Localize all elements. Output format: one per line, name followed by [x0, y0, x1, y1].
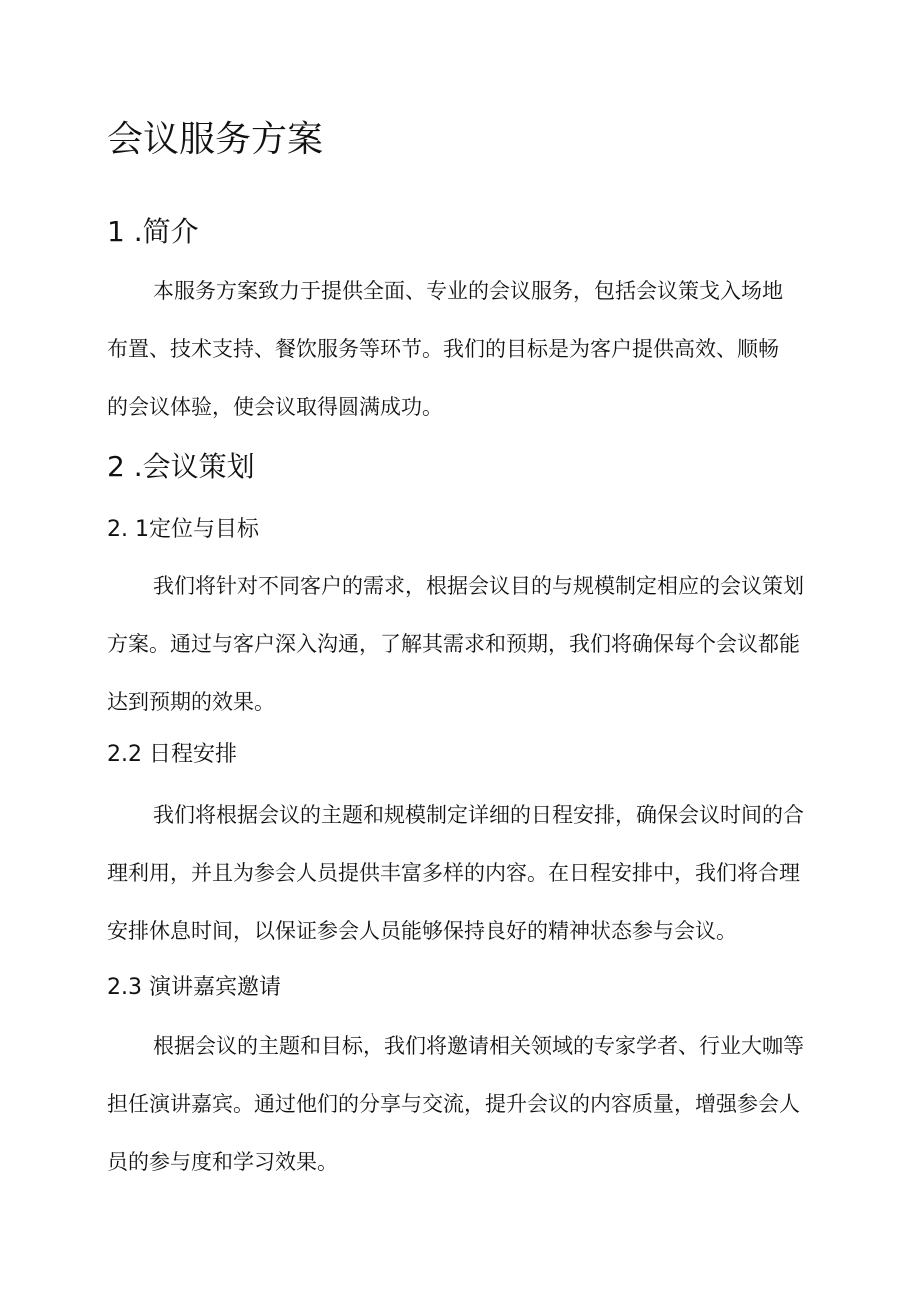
paragraph-line: 达到预期的效果。: [107, 690, 275, 714]
subsection-heading-speakers: 2.3 演讲嘉宾邀请: [107, 975, 281, 1000]
section-heading-intro: 1 .简介: [107, 215, 199, 248]
paragraph-line: 担任演讲嘉宾。通过他们的分享与交流，提升会议的内容质量，增强参会人: [107, 1092, 800, 1116]
section-heading-planning: 2 .会议策划: [107, 450, 255, 483]
paragraph-line: 安排休息时间，以保证参会人员能够保持良好的精神状态参与会议。: [107, 919, 737, 943]
paragraph-line: 根据会议的主题和目标，我们将邀请相关领域的专家学者、行业大咖等: [153, 1034, 804, 1058]
paragraph-line: 本服务方案致力于提供全面、专业的会议服务，包括会议策戈入场地: [153, 279, 783, 303]
paragraph-line: 我们将针对不同客户的需求，根据会议目的与规模制定相应的会议策划: [153, 574, 804, 598]
subsection-heading-schedule: 2.2 日程安排: [107, 742, 237, 767]
subsection-paragraph-schedule: [107, 786, 819, 960]
paragraph-line: 员的参与度和学习效果。: [107, 1150, 338, 1174]
subsection-paragraph-speakers: [107, 1017, 819, 1191]
paragraph-line: 布置、技术支持、餐饮服务等环节。我们的目标是为客户提供高效、顺畅: [107, 337, 779, 361]
paragraph-line: 我们将根据会议的主题和规模制定详细的日程安排，确保会议时间的合: [153, 803, 804, 827]
document-title: 会议服务方案: [107, 119, 324, 160]
subsection-paragraph-positioning: [107, 557, 819, 731]
paragraph-line: 的会议体验，使会议取得圆满成功。: [107, 395, 443, 419]
paragraph-line: 方案。通过与客户深入沟通，了解其需求和预期，我们将确保每个会议都能: [107, 632, 800, 656]
subsection-heading-positioning: 2. 1定位与目标: [107, 517, 259, 542]
section-paragraph-intro: [107, 262, 819, 436]
paragraph-line: 理利用，并且为参会人员提供丰富多样的内容。在日程安排中，我们将合理: [107, 861, 800, 885]
